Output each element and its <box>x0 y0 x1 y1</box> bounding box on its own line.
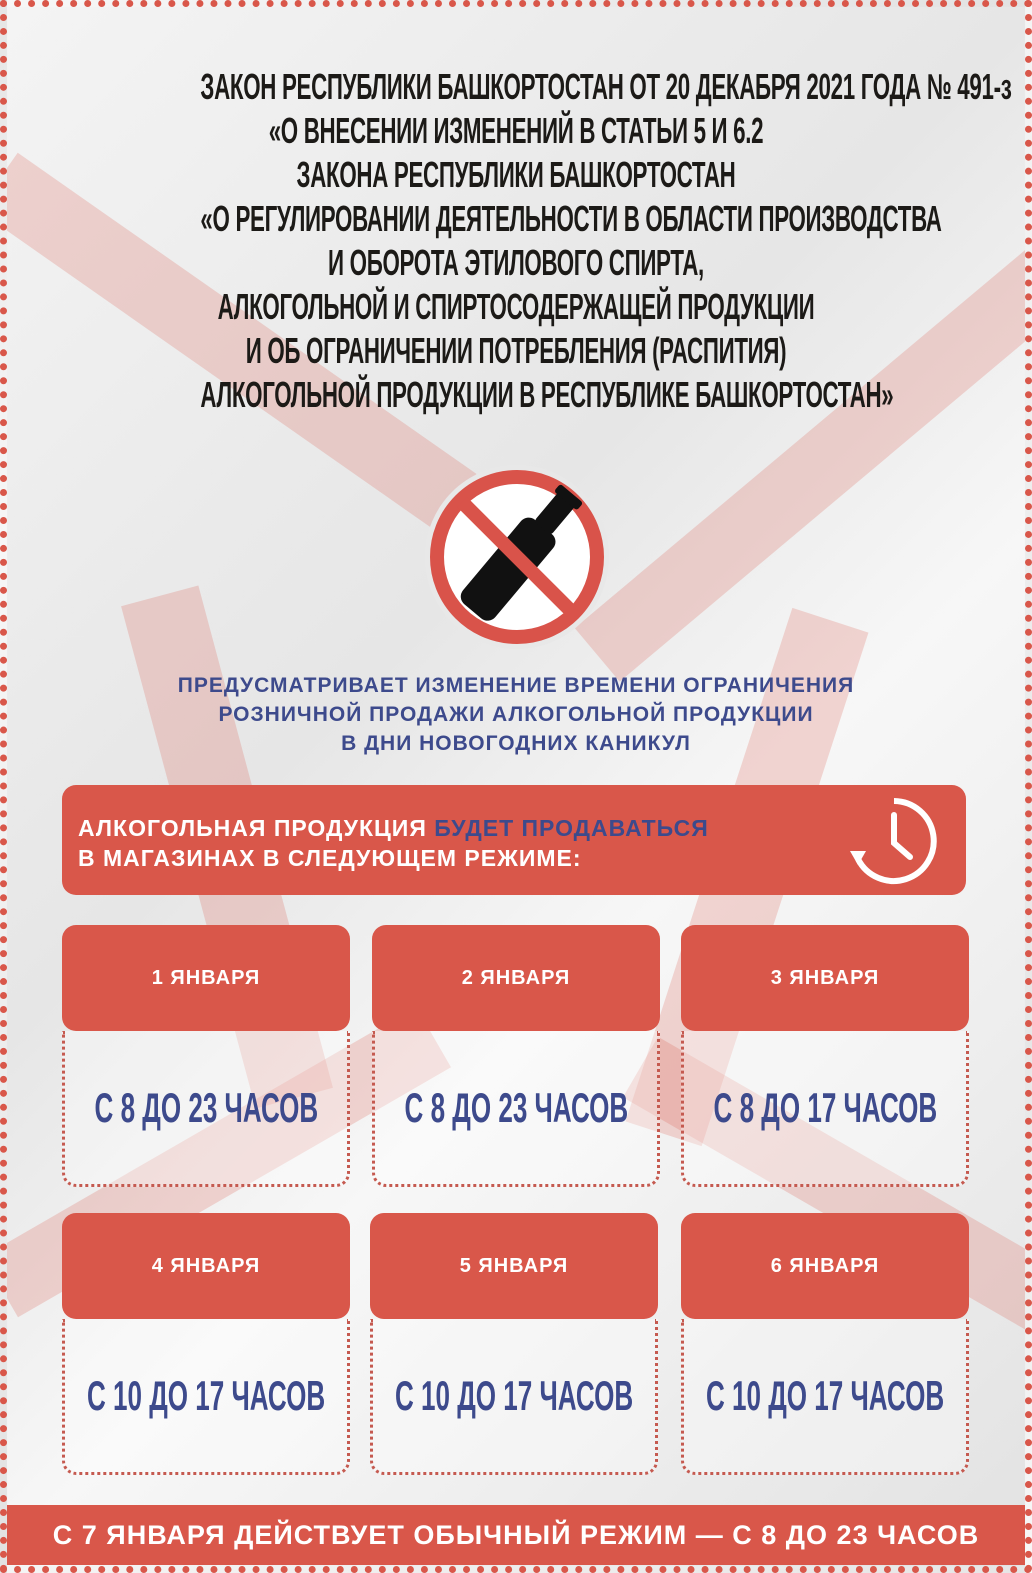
schedule-card <box>681 1213 969 1475</box>
banner-highlight: БУДЕТ ПРОДАВАТЬСЯ <box>434 815 709 841</box>
title-line: «О ВНЕСЕНИИ ИЗМЕНЕНИЙ В СТАТЬИ 5 И 6.2 <box>268 110 764 151</box>
card-date: 3 ЯНВАРЯ <box>681 925 969 1031</box>
card-date: 5 ЯНВАРЯ <box>370 1213 658 1319</box>
schedule-card <box>370 1213 658 1475</box>
title-line: И ОБОРОТА ЭТИЛОВОГО СПИРТА, <box>328 242 704 283</box>
banner-text-line2: В МАГАЗИНАХ В СЛЕДУЮЩЕМ РЕЖИМЕ: <box>78 845 582 871</box>
clock-icon <box>846 793 942 889</box>
schedule-card <box>372 925 660 1187</box>
title-line: АЛКОГОЛЬНОЙ И СПИРТОСОДЕРЖАЩЕЙ ПРОДУКЦИИ <box>217 286 815 327</box>
law-title <box>7 65 1025 417</box>
card-hours: С 8 ДО 23 ЧАСОВ <box>94 1083 318 1131</box>
card-hours: С 10 ДО 17 ЧАСОВ <box>394 1371 634 1419</box>
card-hours: С 10 ДО 17 ЧАСОВ <box>705 1371 945 1419</box>
title-line: АЛКОГОЛЬНОЙ ПРОДУКЦИИ В РЕСПУБЛИКЕ БАШКОРТОСТАН» <box>200 374 894 415</box>
subtitle-line: В ДНИ НОВОГОДНИХ КАНИКУЛ <box>341 732 691 755</box>
card-date: 4 ЯНВАРЯ <box>62 1213 350 1319</box>
banner-text: АЛКОГОЛЬНАЯ ПРОДУКЦИЯ <box>78 815 435 841</box>
subtitle-line: РОЗНИЧНОЙ ПРОДАЖИ АЛКОГОЛЬНОЙ ПРОДУКЦИИ <box>218 703 814 726</box>
subtitle <box>7 671 1025 758</box>
card-hours: С 8 ДО 17 ЧАСОВ <box>713 1083 937 1131</box>
schedule-card <box>62 1213 350 1475</box>
title-line: ЗАКОН РЕСПУБЛИКИ БАШКОРТОСТАН ОТ 20 ДЕКАБРЯ 2021 ГОДА № 491-з <box>200 66 1012 107</box>
title-line: ЗАКОНА РЕСПУБЛИКИ БАШКОРТОСТАН <box>296 154 736 195</box>
schedule-banner <box>62 785 966 895</box>
card-date: 2 ЯНВАРЯ <box>372 925 660 1031</box>
card-date: 6 ЯНВАРЯ <box>681 1213 969 1319</box>
no-alcohol-icon <box>417 457 617 652</box>
schedule-card <box>62 925 350 1187</box>
footer-note: С 7 ЯНВАРЯ ДЕЙСТВУЕТ ОБЫЧНЫЙ РЕЖИМ — С 8 ДО 23 ЧАСОВ <box>7 1505 1025 1565</box>
title-line: «О РЕГУЛИРОВАНИИ ДЕЯТЕЛЬНОСТИ В ОБЛАСТИ ПРОИЗВОДСТВА <box>200 198 942 239</box>
card-hours: С 10 ДО 17 ЧАСОВ <box>86 1371 326 1419</box>
schedule-card <box>681 925 969 1187</box>
subtitle-line: ПРЕДУСМАТРИВАЕТ ИЗМЕНЕНИЕ ВРЕМЕНИ ОГРАНИЧЕНИЯ <box>177 674 855 697</box>
card-hours: С 8 ДО 23 ЧАСОВ <box>404 1083 628 1131</box>
title-line: И ОБ ОГРАНИЧЕНИИ ПОТРЕБЛЕНИЯ (РАСПИТИЯ) <box>245 330 787 371</box>
card-date: 1 ЯНВАРЯ <box>62 925 350 1031</box>
